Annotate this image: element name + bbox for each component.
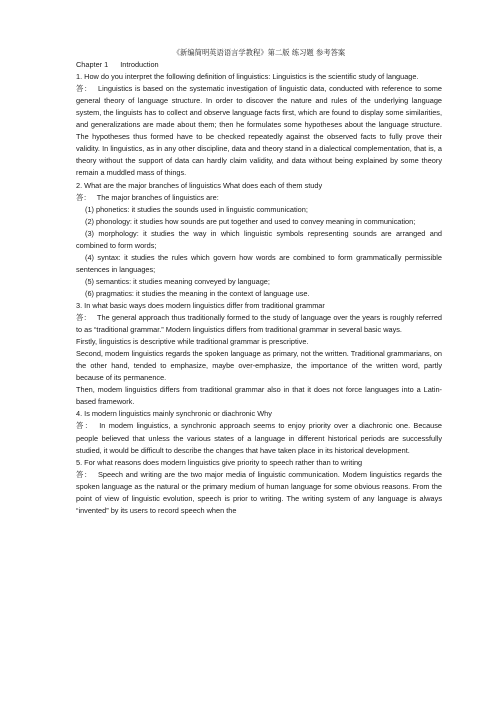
list-item [76,276,442,288]
paragraph-text: The major branches of linguistics are: [96,192,219,202]
paragraph-text: The general approach thus traditionally formed to the study of language over the years is roughly referred to as “traditional grammar.” Modern linguistics differs from traditional grammar in several basic ways. [76,313,442,335]
paragraph-text: (1) phonetics: it studies the sounds used in linguistic communication; [85,204,308,214]
question [76,300,442,312]
answer-paragraph [76,83,442,179]
chapter-label: Chapter 1 [76,60,109,70]
document-title: 《新编简明英语语言学教程》第二版 练习题 参考答案 [172,48,346,57]
paragraph-text: Second, modem linguistics regards the spoken language as primary, not the written. Traditional grammarians, on the other hand, tended to emphasize, maybe over-emphasize, the importance of the written word, partly because of its permanence. [76,349,442,383]
paragraph-text: Firstly, linguistics is descriptive while traditional grammar is prescriptive. [76,337,309,347]
answer-label: 答： [76,421,94,431]
paragraph-text: Then, modem linguistics differs from traditional grammar also in that it does not force languages into a Latin-based framework. [76,385,442,407]
answer-label: 答： [76,469,93,479]
paragraph-text: (5) semantics: it studies meaning conveyed by language; [85,276,270,286]
paragraph-text: (2) phonology: it studies how sounds are put together and used to convey meaning in communication; [85,216,416,226]
paragraph-text: Linguistics is based on the systematic investigation of linguistic data, conducted with reference to some general theory of language structure. In order to discover the nature and rules of the underlying language system, the linguists has to collect and observe language facts first, which are found to display some similarities, and generalizations are made about them; then he formulates some hypotheses about the language structure. The hypotheses thus formed have to be checked repeatedly against the observed facts to fully prove their validity. In linguistics, as in any other discipline, data and theory stand in a dialectical complementation, that is, a theory without the support of data can hardly claim validity, and data without being explained by some theory remain a muddled mass of things. [76,84,442,178]
paragraph-text: 2. What are the major branches of linguistics What does each of them study [76,180,323,190]
paragraph-text: (6) pragmatics: it studies the meaning in the context of language use. [85,288,310,298]
paragraph-text: 5. For what reasons does modern linguistics give priority to speech rather than to writing [76,457,363,467]
list-item [76,252,442,276]
chapter-heading [76,59,442,71]
body-paragraph [76,384,442,408]
document-body [76,71,442,517]
question [76,457,442,469]
paragraph-text: (3) morphology: it studies the way in which linguistic symbols representing sounds are arranged and combined to form words; [76,228,442,250]
question [76,408,442,420]
question [76,71,442,83]
answer-label: 答： [76,313,92,323]
body-paragraph [76,336,442,348]
paragraph-text: Speech and writing are the two major media of linguistic communication. Modem linguistics regards the spoken language as the natural or the primary medium of human language for some obvious reasons. From the point of view of linguistic evolution, speech is prior to writing. The writing system of any language is always “invented” by its users to record speech when the [76,469,442,515]
list-item [76,288,442,300]
list-item [76,204,442,216]
answer-paragraph [76,420,442,456]
paragraph-text: 3. In what basic ways does modern linguistics differ from traditional grammar [76,300,325,310]
list-item [76,216,442,228]
paragraph-text: 4. Is modern linguistics mainly synchronic or diachronic Why [76,409,272,419]
list-item [76,228,442,252]
answer-label: 答： [76,84,93,94]
paragraph-text: (4) syntax: it studies the rules which govern how words are combined to form grammatically permissible sentences in languages; [76,252,442,274]
answer-paragraph [76,312,442,336]
answer-label: 答： [76,192,91,202]
answer-paragraph [76,469,442,517]
answer-paragraph [76,192,442,204]
body-paragraph [76,348,442,384]
chapter-title: Introduction [120,60,159,70]
paragraph-text: 1. How do you interpret the following definition of linguistics: Linguistics is the scientific study of language. [76,72,419,82]
question [76,180,442,192]
paragraph-text: In modem linguistics, a synchronic approach seems to enjoy priority over a diachronic one. Because people believed that unless the various states of a language in different historical periods are successfully studied, it would be difficult to describe the changes that have taken place in its historical development. [76,421,442,455]
